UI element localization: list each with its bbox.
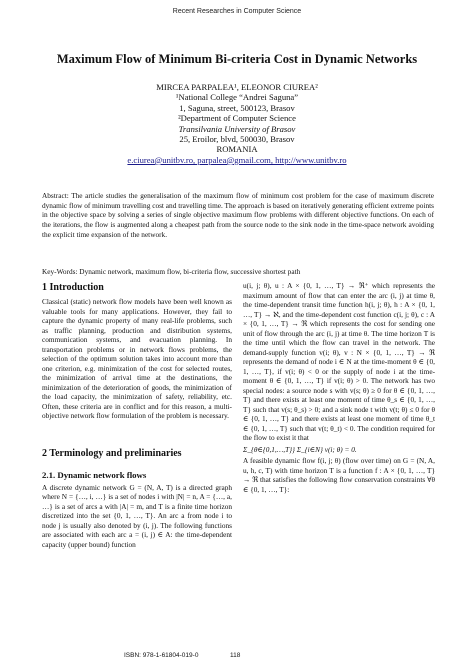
right-column-text: u(i, j; θ), u : A × {0, 1, …, T} → ℜ⁺ which represents the maximum amount of flow that can enter the arc (i, j) at time θ, the time-dependent transit time function h(i, j; θ), h : A × {0, 1, …, T} → ℵ, and the time-dependent cost function c(i, j; θ), c : A × {0, 1, …, T} → ℜ which represents the cost for sending one unit of flow through the arc (i, j) at time θ. The time horizon T is the time until which the flow can travel in the network. The demand-supply function v(i; θ), v : N × {0, 1, …, T} → ℜ represents the demand of node i ∈ N at the time-moment θ ∈ {0, 1, …, T}, if v(i; θ) < 0 or the supply of node i at the time-moment θ ∈ {0, 1, …, T} if v(i; θ) > 0. The network has two special nodes: a source node s with v(s; θ) ≥ 0 for θ ∈ {0, 1, …, T} and there exists at least one moment of time θ_s ∈ {0, 1, …, T} such that v(s; θ_s) > 0; and a sink node t with v(t; θ) ≤ 0 for θ ∈ {0, 1, …, T} and there exists at least one moment of time θ_t ∈ {0, 1, …, T} such that v(t; θ_t) < 0. The condition required for the flow to exist it that (243, 281, 435, 442)
authors: MIRCEA PARPALEA¹, ELEONOR CIUREA² (156, 82, 318, 92)
subsection-heading-dynamic-flows: 2.1. Dynamic network flows (42, 469, 147, 480)
feasible-flow-text: A feasible dynamic flow f(i, j; θ) (flow over time) on G = (N, A, u, h, c, T) with time horizon T is a function f : A × {0, 1, …, T} → ℜ that satisfies the following flow conservation constraints ∀θ ∈ {0, 1, …, T}: (243, 456, 435, 494)
introduction-text: Classical (static) network flow models have been well known as valuable tools for many applications. However, they fail to capture the dynamic property of many real-life problems, such as traffic planning, production and distribution systems, communication systems, and evacuation planning. In transportation problems or in network flows problems, the selection of the optimum solution takes into account more than one criterion, e.g. minimization of the cost for selected routes, the minimization of arrival time at the destinations, the minimization of the deterioration of goods, the minimization of the load capacity, the minimization of safety, reliability, etc. Often, these criteria are in conflict and for this reason, a multi-objective network flow formulation of the problem is necessary. (42, 297, 232, 420)
affiliation-line: ²Department of Computer Science (178, 113, 296, 124)
page-number: 118 (230, 652, 241, 659)
running-head: Recent Researches in Computer Science (172, 8, 302, 15)
author-block (90, 82, 384, 165)
right-column (243, 281, 435, 494)
abstract: Abstract: The article studies the generalisation of the maximum flow of minimum cost problem for the case of maximum discrete dynamic flow of minimum travelling cost and travelling time. The approach is based on iteratively generating efficient extreme points in the objective space by solving a series of single objective maximum flow problems with different objective functions. On each of the iterations, the flow is augmented along a cheapest path from the source node to the sink node in the time-space network avoiding the explicit time expansion of the network. (42, 191, 434, 239)
footer-isbn: ISBN: 978-1-61804-019-0 (124, 652, 199, 659)
affiliation-line: 25, Eroilor, blvd, 500030, Brasov (179, 134, 295, 145)
contact-emails[interactable]: e.ciurea@unitbv.ro, parpalea@gmail.com, http://www.unitbv.ro (127, 154, 347, 165)
paper-title: Maximum Flow of Minimum Bi-criteria Cost in Dynamic Networks (56, 52, 418, 66)
affiliation-line: ¹National College “Andrei Saguna” (175, 92, 299, 103)
affiliation-line: Transilvania University of Brasov (178, 123, 296, 134)
section-heading-terminology: 2 Terminology and preliminaries (42, 447, 182, 459)
section-heading-introduction: 1 Introduction (42, 282, 104, 293)
summation-equation: Σ_{θ∈{0,1,…,T}} Σ_{i∈N} v(i; θ) = 0. (243, 444, 357, 454)
keywords: Key-Words: Dynamic network, maximum flow, bi-criteria flow, successive shortest path (42, 267, 301, 277)
dynamic-flows-text: A discrete dynamic network G = (N, A, T) is a directed graph where N = {…, i, …} is a set of nodes i with |N| = n, A = {…, a, …} is a set of arcs a with |A| = m, and T is a finite time horizon discretized into the set {0, 1, …, T}. An arc a from node i to node j is usually also denoted by (i, j). The following functions are associated with each arc a = (i, j) ∈ A: the time-dependent capacity (upper bound) function (42, 482, 232, 549)
left-column (42, 281, 232, 549)
affiliation-line: 1, Saguna, street, 500123, Brasov (179, 102, 295, 113)
affiliation-line: ROMANIA (216, 144, 258, 155)
